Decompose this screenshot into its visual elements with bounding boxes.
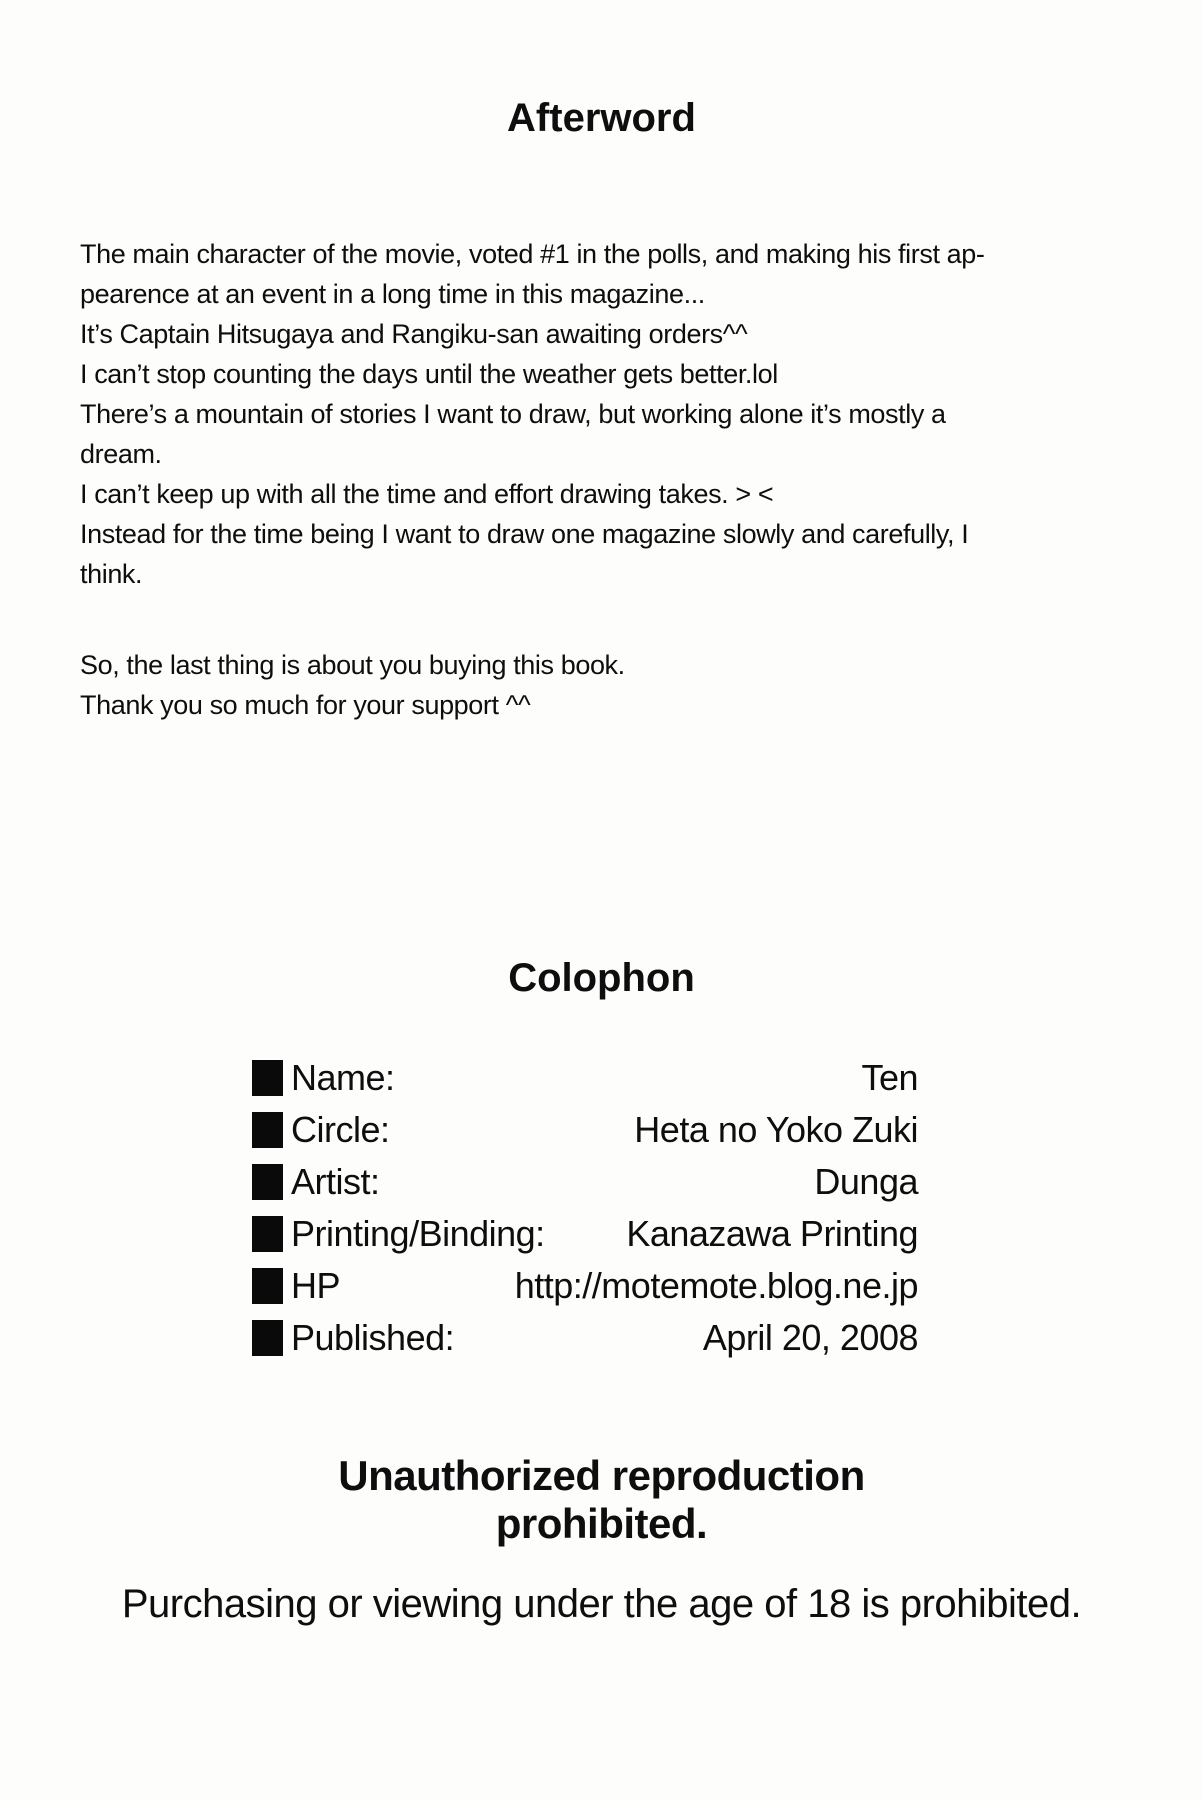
afterword-line: There’s a mountain of stories I want to draw, but working alone it’s mostly a [80,399,946,429]
colophon-value: April 20, 2008 [702,1317,918,1358]
colophon-value: Kanazawa Printing [626,1213,918,1254]
colophon-row [252,1312,918,1364]
colophon-label: Circle: [291,1109,390,1150]
colophon-row [252,1208,918,1260]
colophon-value: Ten [861,1057,918,1098]
closing-line: So, the last thing is about you buying this book. [80,650,625,680]
afterword-title: Afterword [507,96,696,140]
afterword-line: think. [80,559,143,589]
afterword-line: It’s Captain Hitsugaya and Rangiku-san awaiting orders^^ [80,319,748,349]
black-square-bullet-icon [252,1216,283,1252]
colophon-label: Printing/Binding: [291,1213,545,1254]
reproduction-notice-line1: Unauthorized reproduction [338,1452,865,1499]
black-square-bullet-icon [252,1112,283,1148]
colophon-label: Published: [291,1317,455,1358]
afterword-line: I can’t stop counting the days until the weather gets better.lol [80,359,778,389]
colophon-row [252,1260,918,1312]
black-square-bullet-icon [252,1060,283,1096]
colophon-value: Dunga [814,1161,918,1202]
age-restriction-notice: Purchasing or viewing under the age of 18 is prohibited. [121,1582,1082,1626]
colophon-row [252,1104,918,1156]
afterword-line: pearence at an event in a long time in this magazine... [80,279,705,309]
closing-line: Thank you so much for your support ^^ [80,690,531,720]
closing-paragraph [80,645,1133,725]
afterword-line: dream. [80,439,162,469]
colophon-list [252,1052,918,1364]
afterword-line: I can’t keep up with all the time and effort drawing takes. > < [80,479,774,509]
black-square-bullet-icon [252,1268,283,1304]
colophon-label: Name: [291,1057,395,1098]
black-square-bullet-icon [252,1320,283,1356]
black-square-bullet-icon [252,1164,283,1200]
colophon-label: Artist: [291,1161,380,1202]
colophon-value: Heta no Yoko Zuki [634,1109,918,1150]
afterword-line: The main character of the movie, voted #1 in the polls, and making his first ap- [80,239,985,269]
reproduction-notice-line2: prohibited. [495,1500,708,1547]
colophon-row [252,1156,918,1208]
reproduction-notice [0,1452,1203,1548]
afterword-line: Instead for the time being I want to draw one magazine slowly and carefully, I [80,519,969,549]
colophon-title: Colophon [508,956,695,1000]
colophon-row [252,1052,918,1104]
colophon-value: http://motemote.blog.ne.jp [514,1265,918,1306]
afterword-paragraph [80,234,1133,594]
colophon-label: HP [291,1265,341,1306]
